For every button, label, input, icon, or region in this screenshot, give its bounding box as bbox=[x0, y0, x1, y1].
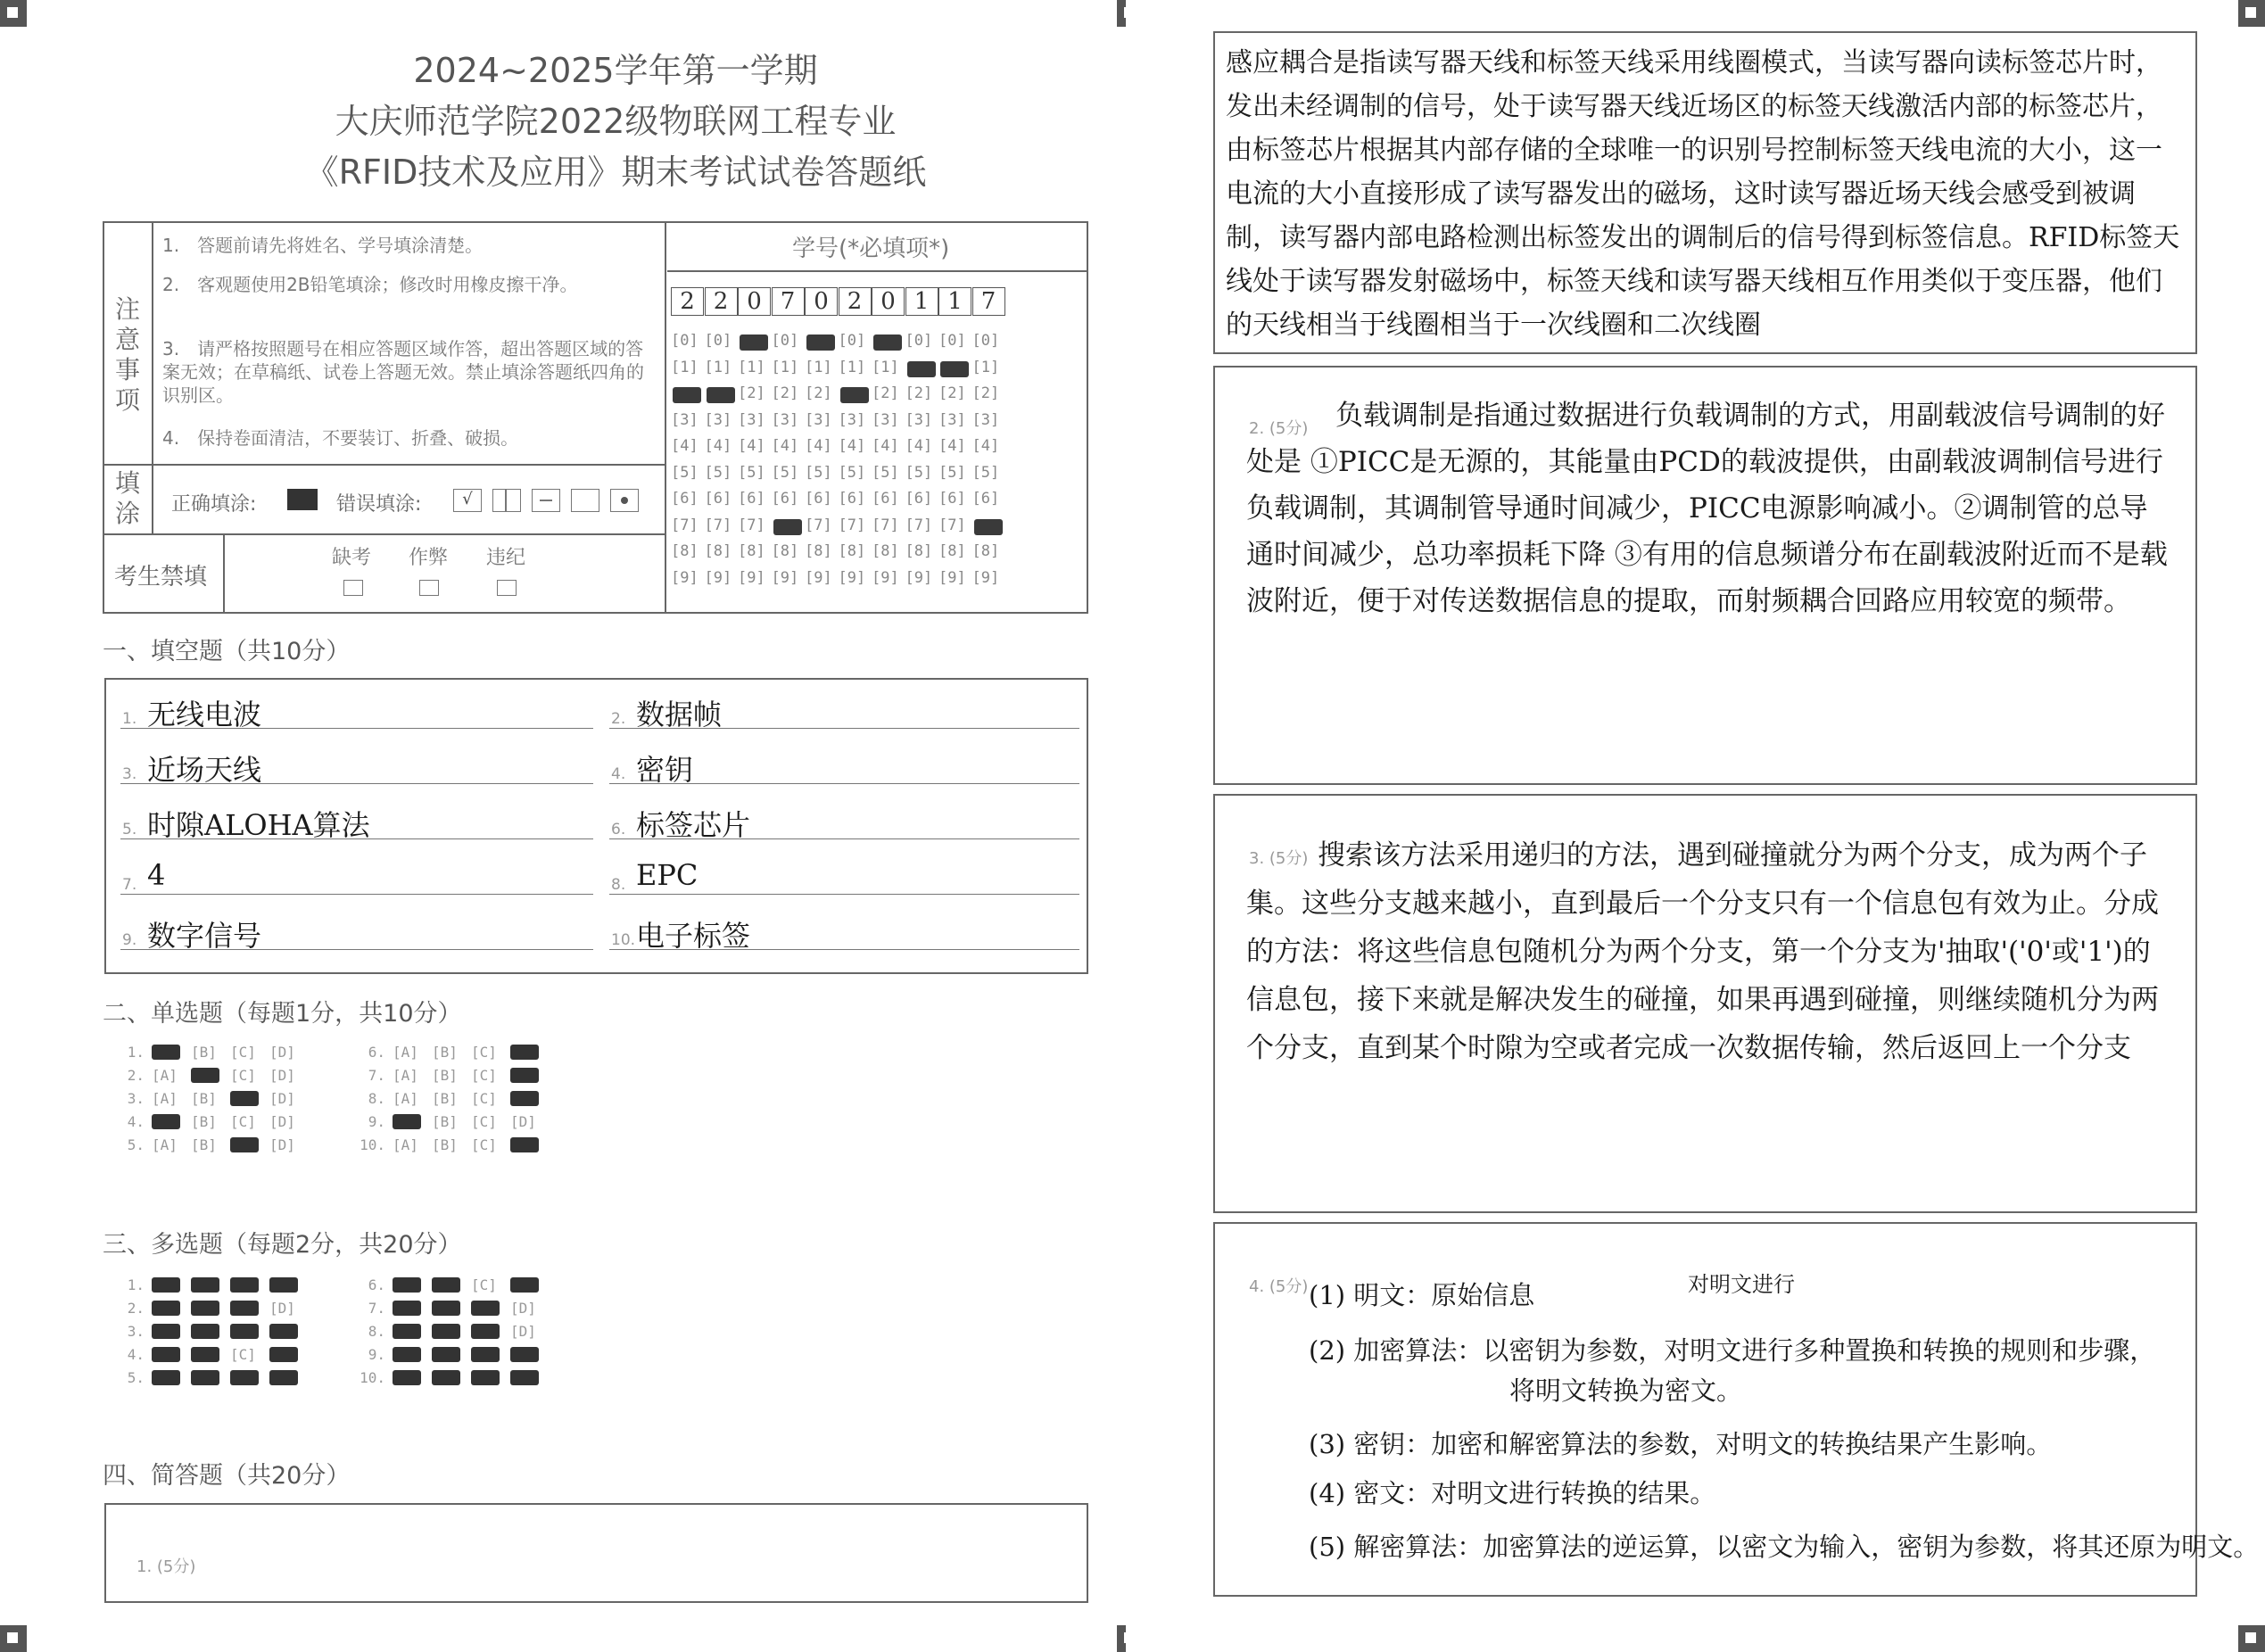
flag-absent-label: 缺考 bbox=[332, 547, 372, 569]
wrong-fill-empty-icon bbox=[571, 489, 599, 512]
multi-choice-option-filled[interactable] bbox=[471, 1324, 500, 1339]
fill-guide-heading: 填 涂 bbox=[114, 468, 140, 528]
multi-choice-option-filled[interactable] bbox=[230, 1370, 259, 1385]
q3-answer-text: 搜索该方法采用递归的方法，遇到碰撞就分为两个分支，成为两个子集。这些分支越来越小，直到最后一个分支只有一个信息包有效为止。分成的方法：将这些信息包随机分为两个分支，第一个分支为'抽取'('0'或'1')的信息包，接下来就是解决发生的碰撞，如果再遇到碰撞，则继续随机分为两个分支，直到某个时隙为空或者完成一次数据传输，然后返回上一个分支 bbox=[1246, 839, 2159, 1064]
student-id-bubble[interactable]: [7] bbox=[704, 516, 732, 534]
multi-choice-option-filled[interactable] bbox=[510, 1347, 539, 1362]
exam-term: 2024~2025学年第一学期 bbox=[413, 51, 818, 90]
section-single-choice: 二、单选题（每题1分，共10分） bbox=[103, 1000, 462, 1028]
multi-choice-option-filled[interactable] bbox=[230, 1324, 259, 1339]
multi-choice-option-filled[interactable] bbox=[471, 1370, 500, 1385]
student-id-bubble[interactable]: [9] bbox=[905, 568, 933, 587]
student-id-bubble[interactable]: [9] bbox=[671, 568, 699, 587]
single-choice-option-filled[interactable] bbox=[510, 1091, 539, 1106]
student-id-bubble-filled[interactable] bbox=[806, 335, 835, 351]
student-id-bubble[interactable]: [4] bbox=[671, 437, 699, 455]
student-id-bubble[interactable]: [7] bbox=[838, 516, 866, 534]
student-id-bubble[interactable]: [9] bbox=[872, 568, 899, 587]
student-id-bubble[interactable]: [7] bbox=[905, 516, 933, 534]
q4-line: 对明文进行 bbox=[1688, 1272, 1795, 1297]
correct-fill-sample bbox=[287, 489, 318, 510]
fill-blank-answer-line[interactable] bbox=[609, 858, 1079, 895]
multi-choice-option-filled[interactable] bbox=[191, 1324, 219, 1339]
multi-choice-option-filled[interactable] bbox=[191, 1347, 219, 1362]
multi-choice-option[interactable]: [D] bbox=[269, 1300, 295, 1317]
student-id-bubble[interactable]: [6] bbox=[971, 490, 1000, 508]
note-item: 1. 答题前请先将姓名、学号填涂清楚。 bbox=[162, 235, 484, 256]
single-choice-option[interactable]: [D] bbox=[510, 1113, 536, 1130]
wrong-fill-label: 错误填涂: bbox=[336, 493, 422, 516]
multi-choice-option-filled[interactable] bbox=[393, 1324, 421, 1339]
student-id-digit-cell[interactable]: 0 bbox=[805, 287, 838, 316]
fill-blank-answer-text: 4 bbox=[147, 858, 166, 892]
student-id-bubble[interactable]: [6] bbox=[738, 490, 765, 508]
flag-absent-checkbox[interactable] bbox=[343, 580, 363, 596]
single-choice-option[interactable]: [A] bbox=[393, 1090, 418, 1107]
single-choice-option[interactable]: [D] bbox=[269, 1090, 295, 1107]
fill-blank-answer-line[interactable] bbox=[609, 692, 1079, 729]
single-choice-option[interactable]: [C] bbox=[230, 1067, 256, 1084]
student-id-bubble[interactable]: [6] bbox=[771, 490, 799, 508]
student-id-bubble[interactable]: [6] bbox=[872, 490, 899, 508]
student-id-bubble[interactable]: [3] bbox=[671, 410, 699, 429]
fill-blank-number: 1. bbox=[122, 710, 137, 728]
multi-choice-option-filled[interactable] bbox=[191, 1277, 219, 1293]
student-id-bubble[interactable]: [2] bbox=[971, 384, 1000, 402]
fill-blank-number: 6. bbox=[611, 821, 626, 838]
single-choice-option-filled[interactable] bbox=[230, 1137, 259, 1152]
q4-line: (4) 密文：对明文进行转换的结果。 bbox=[1309, 1478, 1716, 1508]
single-choice-option[interactable]: [B] bbox=[432, 1136, 458, 1153]
short-answer-box-q1-start bbox=[104, 1503, 1088, 1603]
fill-blank-answer-line[interactable] bbox=[120, 858, 593, 895]
multi-choice-option-filled[interactable] bbox=[230, 1277, 259, 1293]
student-id-bubble[interactable]: [8] bbox=[938, 542, 966, 560]
student-id-bubble[interactable]: [4] bbox=[805, 437, 832, 455]
student-id-bubble[interactable]: [8] bbox=[704, 542, 732, 560]
fill-blank-number: 4. bbox=[611, 765, 626, 783]
student-id-bubble[interactable]: [8] bbox=[872, 542, 899, 560]
single-choice-option[interactable]: [D] bbox=[269, 1067, 295, 1084]
student-id-bubble[interactable]: [8] bbox=[671, 542, 699, 560]
single-choice-option[interactable]: [B] bbox=[191, 1113, 217, 1130]
student-id-digit-cell[interactable]: 2 bbox=[705, 287, 738, 316]
fill-blank-answer-line[interactable] bbox=[609, 803, 1079, 842]
single-choice-number: 9. bbox=[368, 1113, 385, 1130]
multi-choice-number: 3. bbox=[127, 1323, 145, 1340]
fill-blank-number: 5. bbox=[122, 821, 137, 838]
fill-blank-answer-text: 无线电波 bbox=[147, 698, 262, 731]
multi-choice-option[interactable]: [C] bbox=[230, 1346, 256, 1363]
single-choice-option[interactable]: [D] bbox=[269, 1113, 295, 1130]
student-id-bubble[interactable]: [9] bbox=[971, 568, 1000, 587]
multi-choice-option-filled[interactable] bbox=[432, 1347, 460, 1362]
multi-choice-number: 4. bbox=[127, 1346, 145, 1363]
registration-mark-icon bbox=[2238, 0, 2265, 27]
student-id-bubble[interactable]: [0] bbox=[838, 332, 866, 350]
single-choice-option-filled[interactable] bbox=[510, 1137, 539, 1152]
student-id-bubble[interactable]: [3] bbox=[738, 410, 765, 429]
correct-fill-label: 正确填涂: bbox=[171, 493, 257, 516]
student-id-bubble[interactable]: [3] bbox=[704, 410, 732, 429]
student-id-bubble[interactable]: [3] bbox=[872, 410, 899, 429]
student-id-bubble[interactable]: [1] bbox=[771, 358, 799, 376]
multi-choice-number: 1. bbox=[127, 1276, 145, 1293]
student-id-bubble[interactable]: [8] bbox=[805, 542, 832, 560]
student-id-bubble[interactable]: [8] bbox=[971, 542, 1000, 560]
student-id-bubble[interactable]: [4] bbox=[704, 437, 732, 455]
multi-choice-option-filled[interactable] bbox=[152, 1347, 180, 1362]
student-id-bubble[interactable]: [9] bbox=[838, 568, 866, 587]
single-choice-option-filled[interactable] bbox=[230, 1091, 259, 1106]
student-id-bubble-filled[interactable] bbox=[673, 387, 701, 403]
multi-choice-number: 8. bbox=[368, 1323, 385, 1340]
student-id-bubble[interactable]: [0] bbox=[905, 332, 933, 350]
note-item: 3. 请严格按照题号在相应答题区域作答，超出答题区域的答案无效；在草稿纸、试卷上答题无效。禁止填涂答题纸四角的识别区。 bbox=[162, 338, 644, 406]
single-choice-option[interactable]: [C] bbox=[230, 1044, 256, 1061]
wrong-fill-bar-icon bbox=[492, 489, 521, 512]
student-id-bubble[interactable]: [9] bbox=[738, 568, 765, 587]
single-choice-option[interactable]: [B] bbox=[191, 1136, 217, 1153]
multi-choice-option-filled[interactable] bbox=[510, 1370, 539, 1385]
student-id-bubble[interactable]: [4] bbox=[872, 437, 899, 455]
student-id-bubble[interactable]: [3] bbox=[938, 410, 966, 429]
student-id-bubble[interactable]: [5] bbox=[872, 463, 899, 482]
student-id-bubble[interactable]: [7] bbox=[805, 516, 832, 534]
student-id-bubble[interactable]: [1] bbox=[838, 358, 866, 376]
student-id-bubble[interactable]: [7] bbox=[738, 516, 765, 534]
multi-choice-option[interactable]: [D] bbox=[510, 1300, 536, 1317]
single-choice-option-filled[interactable] bbox=[510, 1045, 539, 1060]
student-id-bubble[interactable]: [5] bbox=[838, 463, 866, 482]
student-id-bubble[interactable]: [7] bbox=[671, 516, 699, 534]
fill-blank-number: 9. bbox=[122, 931, 137, 949]
multi-choice-option-filled[interactable] bbox=[393, 1277, 421, 1293]
multi-choice-number: 10. bbox=[360, 1369, 385, 1386]
multi-choice-option-filled[interactable] bbox=[510, 1277, 539, 1293]
single-choice-option[interactable]: [C] bbox=[230, 1113, 256, 1130]
single-choice-option[interactable]: [A] bbox=[393, 1136, 418, 1153]
multi-choice-option-filled[interactable] bbox=[152, 1277, 180, 1293]
student-id-bubble[interactable]: [2] bbox=[905, 384, 933, 402]
notes-heading: 注 意 事 项 bbox=[114, 294, 140, 415]
q4-label: 4. (5分) bbox=[1249, 1277, 1309, 1296]
student-id-bubble[interactable]: [0] bbox=[704, 332, 732, 350]
flag-violation-checkbox[interactable] bbox=[497, 580, 517, 596]
student-id-bubble[interactable]: [0] bbox=[938, 332, 966, 350]
student-id-bubble[interactable]: [8] bbox=[905, 542, 933, 560]
answer-sheet-page-left bbox=[0, 0, 1126, 1652]
single-choice-option[interactable]: [B] bbox=[432, 1044, 458, 1061]
q2-answer-text: 负载调制是指通过数据进行负载调制的方式，用副载波信号调制的好处是 ①PICC是无源的，其能量由PCD的载波提供，由副载波调制信号进行负载调制，其调制管导通时间减少，PICC电源影响减小。②调制管的总导通时间减少，总功率损耗下降 ③有用的信息频谱分布在副载波附近而不是载波附近，便于对传送数据信息的提取，而射频耦合回路应用较宽的频带。 bbox=[1246, 400, 2168, 617]
student-id-bubble[interactable]: [0] bbox=[771, 332, 799, 350]
student-id-bubble[interactable]: [5] bbox=[771, 463, 799, 482]
single-choice-option[interactable]: [D] bbox=[269, 1044, 295, 1061]
q4-line: (3) 密钥：加密和解密算法的参数，对明文的转换结果产生影响。 bbox=[1309, 1429, 2053, 1459]
multi-choice-number: 6. bbox=[368, 1276, 385, 1293]
student-id-bubble[interactable]: [4] bbox=[905, 437, 933, 455]
student-id-bubble[interactable]: [9] bbox=[805, 568, 832, 587]
single-choice-option[interactable]: [A] bbox=[152, 1136, 178, 1153]
q4-line: (5) 解密算法：加密算法的逆运算，以密文为输入，密钥为参数，将其还原为明文。 bbox=[1309, 1532, 2260, 1562]
fill-blank-answer-text: EPC bbox=[636, 858, 699, 892]
multi-choice-option-filled[interactable] bbox=[191, 1301, 219, 1316]
single-choice-option[interactable]: [B] bbox=[432, 1067, 458, 1084]
single-choice-option-filled[interactable] bbox=[510, 1068, 539, 1083]
student-id-bubble[interactable]: [4] bbox=[971, 437, 1000, 455]
student-id-digit-cell[interactable]: 2 bbox=[839, 287, 872, 316]
single-choice-option-filled[interactable] bbox=[152, 1114, 180, 1129]
single-choice-option-filled[interactable] bbox=[152, 1045, 180, 1060]
single-choice-option[interactable]: [C] bbox=[471, 1044, 497, 1061]
student-id-bubble[interactable]: [4] bbox=[838, 437, 866, 455]
student-id-bubble[interactable]: [3] bbox=[905, 410, 933, 429]
multi-choice-option-filled[interactable] bbox=[230, 1301, 259, 1316]
wrong-fill-dash-icon bbox=[532, 489, 560, 512]
student-id-bubble[interactable]: [2] bbox=[805, 384, 832, 402]
single-choice-number: 5. bbox=[127, 1136, 145, 1153]
note-item: 2. 客观题使用2B铅笔填涂；修改时用橡皮擦干净。 bbox=[162, 274, 578, 295]
student-id-digit-cell[interactable]: 1 bbox=[938, 287, 971, 316]
student-id-bubble-filled[interactable] bbox=[940, 361, 969, 377]
fill-blank-number: 7. bbox=[122, 876, 137, 894]
student-id-bubble[interactable]: [4] bbox=[738, 437, 765, 455]
fill-blank-answer-text: 时隙ALOHA算法 bbox=[147, 808, 370, 842]
student-id-bubble-filled[interactable] bbox=[740, 335, 768, 351]
student-id-bubble[interactable]: [5] bbox=[738, 463, 765, 482]
multi-choice-option-filled[interactable] bbox=[269, 1277, 298, 1293]
fill-blank-number: 3. bbox=[122, 765, 137, 783]
student-id-bubble[interactable]: [7] bbox=[938, 516, 966, 534]
single-choice-option[interactable]: [C] bbox=[471, 1136, 497, 1153]
student-id-bubble[interactable]: [6] bbox=[704, 490, 732, 508]
q2-label: 2. (5分) bbox=[1249, 419, 1309, 438]
section-fill-blank: 一、填空题（共10分） bbox=[103, 638, 351, 665]
note-item: 4. 保持卷面清洁，不要装订、折叠、破损。 bbox=[162, 427, 519, 449]
single-choice-number: 3. bbox=[127, 1090, 145, 1107]
single-choice-number: 6. bbox=[368, 1044, 385, 1061]
student-id-bubble[interactable]: [6] bbox=[671, 490, 699, 508]
multi-choice-option-filled[interactable] bbox=[191, 1370, 219, 1385]
student-id-digit-cell[interactable]: 2 bbox=[671, 287, 704, 316]
multi-choice-option-filled[interactable] bbox=[432, 1370, 460, 1385]
student-id-bubble[interactable]: [1] bbox=[872, 358, 899, 376]
multi-choice-number: 2. bbox=[127, 1300, 145, 1317]
student-id-bubble[interactable]: [2] bbox=[771, 384, 799, 402]
multi-choice-option[interactable]: [D] bbox=[510, 1323, 536, 1340]
student-id-bubble[interactable]: [6] bbox=[838, 490, 866, 508]
student-id-bubble[interactable]: [4] bbox=[771, 437, 799, 455]
single-choice-option[interactable]: [C] bbox=[471, 1067, 497, 1084]
registration-mark-icon bbox=[2238, 1625, 2265, 1652]
student-id-bubble-filled[interactable] bbox=[873, 335, 902, 351]
single-choice-number: 4. bbox=[127, 1113, 145, 1130]
student-id-bubble[interactable]: [1] bbox=[704, 358, 732, 376]
student-id-bubble[interactable]: [1] bbox=[671, 358, 699, 376]
section-short-answer: 四、简答题（共20分） bbox=[103, 1462, 351, 1490]
registration-mark-icon bbox=[0, 1625, 27, 1652]
flag-violation-label: 违纪 bbox=[486, 547, 526, 569]
student-id-bubble[interactable]: [7] bbox=[872, 516, 899, 534]
student-id-bubble[interactable]: [9] bbox=[938, 568, 966, 587]
multi-choice-option-filled[interactable] bbox=[432, 1324, 460, 1339]
multi-choice-number: 9. bbox=[368, 1346, 385, 1363]
single-choice-number: 10. bbox=[360, 1136, 385, 1153]
fill-blank-answer-line[interactable] bbox=[609, 748, 1079, 787]
multi-choice-option-filled[interactable] bbox=[393, 1370, 421, 1385]
single-choice-option[interactable]: [A] bbox=[152, 1090, 178, 1107]
student-id-bubble-filled[interactable] bbox=[840, 387, 869, 403]
single-choice-number: 2. bbox=[127, 1067, 145, 1084]
multi-choice-option-filled[interactable] bbox=[269, 1370, 298, 1385]
student-id-bubble[interactable]: [1] bbox=[738, 358, 765, 376]
student-id-bubble[interactable]: [5] bbox=[805, 463, 832, 482]
student-id-bubble[interactable]: [6] bbox=[905, 490, 933, 508]
student-id-digit-cell[interactable]: 0 bbox=[738, 287, 771, 316]
fill-blank-answer-text: 标签芯片 bbox=[636, 808, 751, 842]
student-id-bubble[interactable]: [1] bbox=[971, 358, 1000, 376]
student-id-bubble[interactable]: [5] bbox=[971, 463, 1000, 482]
q4-line: 将明文转换为密文。 bbox=[1509, 1375, 1743, 1406]
exam-department: 大庆师范学院2022级物联网工程专业 bbox=[335, 102, 897, 141]
flag-cheat-label: 作弊 bbox=[409, 547, 449, 569]
multi-choice-option-filled[interactable] bbox=[152, 1370, 180, 1385]
student-id-bubble-filled[interactable] bbox=[773, 519, 802, 535]
student-id-digit-cell[interactable]: 0 bbox=[872, 287, 905, 316]
student-id-bubble[interactable]: [9] bbox=[771, 568, 799, 587]
fill-blank-answer-text: 近场天线 bbox=[147, 753, 262, 787]
registration-mark-icon bbox=[0, 0, 27, 27]
student-id-bubble-filled[interactable] bbox=[707, 387, 735, 403]
student-id-bubble[interactable]: [2] bbox=[738, 384, 765, 402]
single-choice-option[interactable]: [A] bbox=[393, 1044, 418, 1061]
q1-answer-text: 感应耦合是指读写器天线和标签天线采用线圈模式，当读写器向读标签芯片时，发出未经调制的信号，处于读写器天线近场区的标签天线激活内部的标签芯片，由标签芯片根据其内部存储的全球唯一的识别号控制标签天线电流的大小，这一电流的大小直接形成了读写器发出的磁场，这时读写器近场天线会感受到被调制，读写器内部电路检测出标签发出的调制后的信号得到标签信息。RFID标签天线处于读写器发射磁场中，标签天线和读写器天线相互作用类似于变压器，他们的天线相当于线圈相当于一次线圈和二次线圈 bbox=[1226, 47, 2180, 341]
exam-flags-heading: 考生禁填 bbox=[114, 564, 208, 591]
student-id-bubble[interactable]: [8] bbox=[838, 542, 866, 560]
single-choice-option[interactable]: [B] bbox=[191, 1090, 217, 1107]
q1-label: 1. (5分) bbox=[136, 1557, 196, 1576]
answer-sheet-page-right bbox=[1126, 0, 2265, 1652]
wrong-fill-check-icon: √ bbox=[453, 489, 482, 512]
student-id-bubble[interactable]: [6] bbox=[938, 490, 966, 508]
fill-blank-answer-line[interactable] bbox=[120, 692, 593, 729]
q4-line: (1) 明文：原始信息 bbox=[1309, 1280, 1535, 1310]
student-id-bubble[interactable]: [1] bbox=[805, 358, 832, 376]
flag-cheat-checkbox[interactable] bbox=[419, 580, 439, 596]
fill-blank-number: 2. bbox=[611, 710, 626, 728]
q3-label: 3. (5分) bbox=[1249, 849, 1309, 868]
multi-choice-number: 7. bbox=[368, 1300, 385, 1317]
single-choice-number: 8. bbox=[368, 1090, 385, 1107]
student-id-bubble[interactable]: [5] bbox=[671, 463, 699, 482]
fill-blank-answer-line[interactable] bbox=[120, 803, 593, 842]
q4-line: (2) 加密算法：以密钥为参数，对明文进行多种置换和转换的规则和步骤， bbox=[1309, 1335, 2156, 1366]
student-id-digit-cell[interactable]: 7 bbox=[972, 287, 1005, 316]
multi-choice-option-filled[interactable] bbox=[393, 1347, 421, 1362]
fill-blank-answer-text: 数据帧 bbox=[636, 698, 723, 731]
single-choice-option[interactable]: [B] bbox=[191, 1044, 217, 1061]
fill-blank-answer-line[interactable] bbox=[120, 748, 593, 787]
fill-blank-answer-text: 密钥 bbox=[636, 753, 694, 787]
multi-choice-option[interactable]: [C] bbox=[471, 1276, 497, 1293]
student-id-bubble[interactable]: [2] bbox=[938, 384, 966, 402]
single-choice-option[interactable]: [A] bbox=[393, 1067, 418, 1084]
fill-blank-number: 10. bbox=[611, 931, 636, 949]
multi-choice-option-filled[interactable] bbox=[269, 1324, 298, 1339]
multi-choice-option-filled[interactable] bbox=[471, 1301, 500, 1316]
multi-choice-option-filled[interactable] bbox=[432, 1277, 460, 1293]
single-choice-number: 7. bbox=[368, 1067, 385, 1084]
single-choice-option-filled[interactable] bbox=[191, 1068, 219, 1083]
single-choice-option[interactable]: [C] bbox=[471, 1090, 497, 1107]
student-id-bubble[interactable]: [5] bbox=[938, 463, 966, 482]
student-id-bubble[interactable]: [8] bbox=[738, 542, 765, 560]
multi-choice-option-filled[interactable] bbox=[152, 1324, 180, 1339]
multi-choice-option-filled[interactable] bbox=[152, 1301, 180, 1316]
student-id-bubble[interactable]: [8] bbox=[771, 542, 799, 560]
section-multi-choice: 三、多选题（每题2分，共20分） bbox=[103, 1231, 462, 1259]
single-choice-option[interactable]: [A] bbox=[152, 1067, 178, 1084]
single-choice-option[interactable]: [B] bbox=[432, 1090, 458, 1107]
student-id-bubble-filled[interactable] bbox=[907, 361, 936, 377]
fill-blank-answer-line[interactable] bbox=[609, 913, 1079, 953]
student-id-bubble-filled[interactable] bbox=[974, 519, 1003, 535]
fill-blank-number: 8. bbox=[611, 876, 626, 894]
student-id-bubble[interactable]: [5] bbox=[905, 463, 933, 482]
single-choice-option[interactable]: [C] bbox=[471, 1113, 497, 1130]
single-choice-option[interactable]: [B] bbox=[432, 1113, 458, 1130]
exam-title: 《RFID技术及应用》期末考试试卷答题纸 bbox=[304, 153, 927, 192]
single-choice-number: 1. bbox=[127, 1044, 145, 1061]
student-id-digit-cell[interactable]: 1 bbox=[905, 287, 938, 316]
multi-choice-option-filled[interactable] bbox=[269, 1347, 298, 1362]
fill-blank-answer-text: 数字信号 bbox=[147, 919, 262, 953]
fill-blank-answer-text: 电子标签 bbox=[636, 919, 751, 953]
student-id-bubble[interactable]: [0] bbox=[671, 332, 699, 350]
student-id-bubble[interactable]: [2] bbox=[872, 384, 899, 402]
student-id-bubble[interactable]: [5] bbox=[704, 463, 732, 482]
student-id-bubble[interactable]: [0] bbox=[971, 332, 1000, 350]
student-id-digit-cell[interactable]: 7 bbox=[772, 287, 805, 316]
multi-choice-option-filled[interactable] bbox=[432, 1301, 460, 1316]
student-id-bubble[interactable]: [4] bbox=[938, 437, 966, 455]
student-id-heading: 学号(*必填项*) bbox=[792, 235, 950, 262]
student-id-bubble[interactable]: [9] bbox=[704, 568, 732, 587]
student-id-bubble[interactable]: [3] bbox=[971, 410, 1000, 429]
single-choice-option[interactable]: [D] bbox=[269, 1136, 295, 1153]
wrong-fill-dot-icon bbox=[610, 489, 639, 512]
student-id-bubble[interactable]: [3] bbox=[805, 410, 832, 429]
multi-choice-option-filled[interactable] bbox=[471, 1347, 500, 1362]
fill-blank-answer-line[interactable] bbox=[120, 913, 593, 953]
multi-choice-number: 5. bbox=[127, 1369, 145, 1386]
multi-choice-option-filled[interactable] bbox=[393, 1301, 421, 1316]
student-id-bubble[interactable]: [6] bbox=[805, 490, 832, 508]
single-choice-option-filled[interactable] bbox=[393, 1114, 421, 1129]
student-id-bubble[interactable]: [3] bbox=[771, 410, 799, 429]
student-id-bubble[interactable]: [3] bbox=[838, 410, 866, 429]
